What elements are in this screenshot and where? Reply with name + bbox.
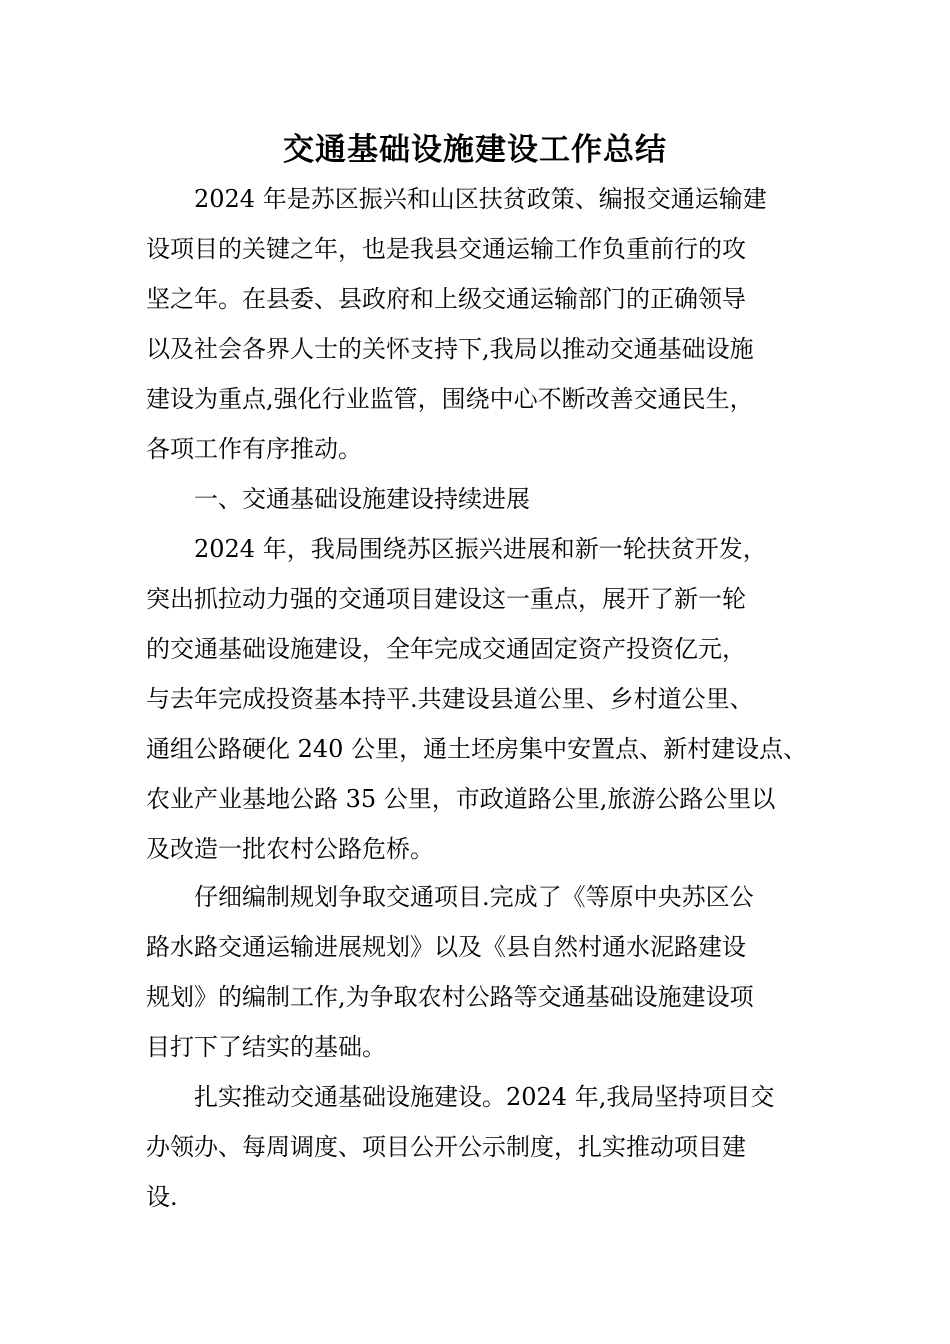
body-line: 建设为重点,强化行业监管，围绕中心不断改善交通民生，: [146, 385, 754, 413]
body-line: 农业产业基地公路 35 公里，市政道路公里,旅游公路公里以: [146, 785, 776, 813]
body-line: 2024 年，我局围绕苏区振兴进展和新一轮扶贫开发，: [194, 535, 767, 563]
body-line: 各项工作有序推动。: [146, 435, 362, 463]
body-line: 办领办、每周调度、项目公开公示制度，扎实推动项目建: [146, 1133, 746, 1161]
document-title: 交通基础设施建设工作总结: [283, 132, 667, 168]
body-line: 与去年完成投资基本持平.共建设县道公里、乡村道公里、: [146, 685, 754, 713]
body-line: 以及社会各界人士的关怀支持下,我局以推动交通基础设施: [146, 335, 754, 363]
body-line: 规划》的编制工作,为争取农村公路等交通基础设施建设项: [146, 983, 754, 1011]
body-line: 的交通基础设施建设，全年完成交通固定资产投资亿元，: [146, 635, 746, 663]
body-line: 2024 年是苏区振兴和山区扶贫政策、编报交通运输建: [194, 185, 767, 213]
body-line: 扎实推动交通基础设施建设。2024 年,我局坚持项目交: [194, 1083, 775, 1111]
body-line: 设项目的关键之年，也是我县交通运输工作负重前行的攻: [146, 235, 746, 263]
body-line: 及改造一批农村公路危桥。: [146, 835, 434, 863]
body-line: 路水路交通运输进展规划》以及《县自然村通水泥路建设: [146, 933, 746, 961]
body-line: 设.: [146, 1183, 178, 1211]
body-line: 通组公路硬化 240 公里，通土坯房集中安置点、新村建设点、: [146, 735, 808, 763]
body-line: 突出抓拉动力强的交通项目建设这一重点，展开了新一轮: [146, 585, 746, 613]
section-heading: 一、交通基础设施建设持续进展: [194, 485, 530, 513]
body-line: 坚之年。在县委、县政府和上级交通运输部门的正确领导: [146, 285, 746, 313]
body-line: 目打下了结实的基础。: [146, 1033, 386, 1061]
body-line: 仔细编制规划争取交通项目.完成了《等原中央苏区公: [194, 883, 754, 911]
